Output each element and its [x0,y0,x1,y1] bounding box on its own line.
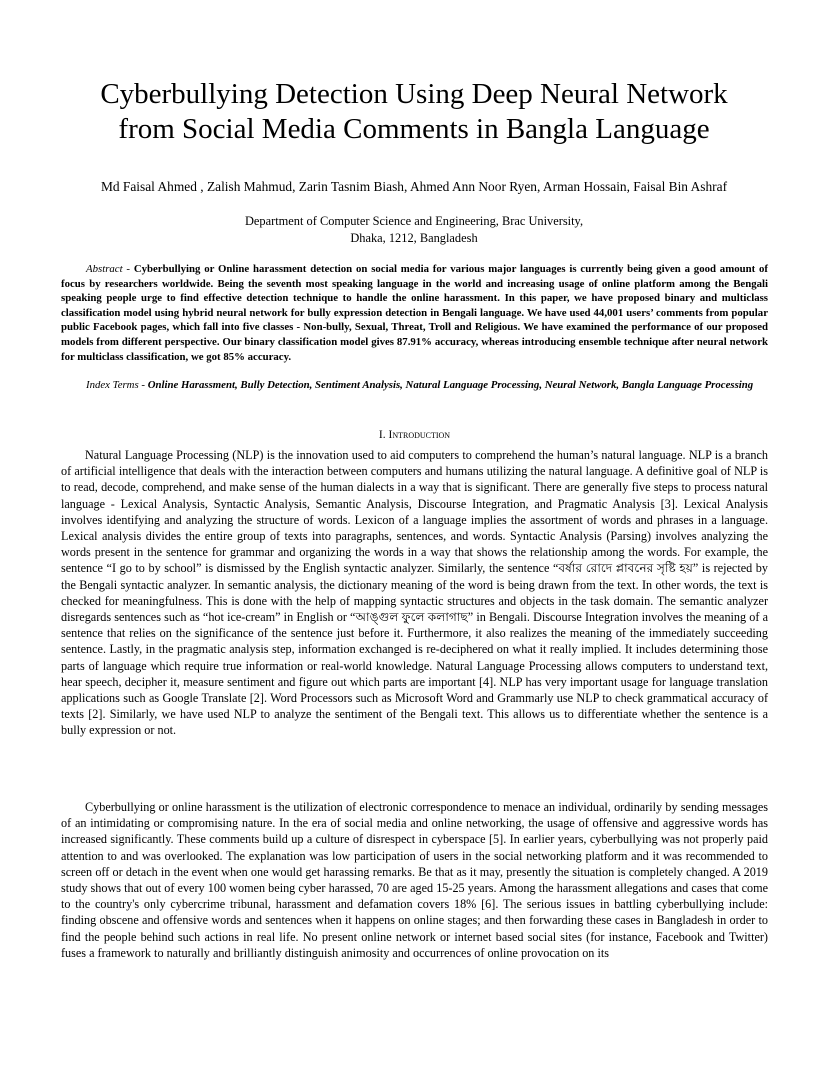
affiliation [80,213,748,246]
abstract-label: Abstract - [86,263,130,275]
section-title: Introduction [388,429,451,441]
abstract [61,262,768,364]
affiliation-line-2: Dhaka, 1212, Bangladesh [350,230,478,245]
section-number: I. [378,429,386,441]
index-terms-text: Online Harassment, Bully Detection, Sentiment Analysis, Natural Language Processing, Neural Network, Bangla Language Processing [147,379,754,391]
index-terms-label: Index Terms - [86,379,145,391]
abstract-text: Cyberbullying or Online harassment detection on social media for various major languages is currently being given a good amount of focus by researchers worldwide. Being the seventh most speaking language in the world and increasing usage of online platform among the Bengali speaking people urge to find effective detection technique to handle the online harassment. In this paper, we have proposed binary and multiclass classification model using hybrid neural network for bully expression detection in Bengali language. We have used 44,001 users’ comments from popular public Facebook pages, which fall into five classes - Non-bully, Sexual, Threat, Troll and Religious. We have examined the performance of our proposed models from different perspective. Our binary classification model gives 87.91% accuracy, whereas introducing ensemble technique after neural network for multiclass classification, we got 85% accuracy. [61,263,769,363]
affiliation-line-1: Department of Computer Science and Engineering, Brac University, [244,214,584,228]
intro-paragraph-1: Natural Language Processing (NLP) is the innovation used to aid computers to comprehend the human’s natural language. NLP is a branch of artificial intelligence that deals with the interaction between computers and humans utilizing the natural language. A definitive goal of NLP is to read, decode, comprehend, and make sense of the human dialects in a way that is significant. There are generally five steps to process natural language - Lexical Analysis, Syntactic Analysis, Semantic Analysis, Discourse Integration, and Pragmatic Analysis [3]. Lexical Analysis involves identifying and analyzing the structure of words. Lexicon of a language implies the assortment of words and phrases in a language. Lexical analysis divides the entire group of texts into paragraphs, sentences, and words. Syntactic Analysis (Parsing) involves analyzing the words present in the sentence for grammar and organizing the words in a way that shows the relationship among the words. For example, the sentence “I go to by school” is dismissed by the English syntactic analyzer. Similarly, the sentence “বর্ষার রোদে প্লাবনের সৃষ্টি হয়” is rejected by the Bengali syntactic analyzer. In semantic analysis, the dictionary meaning of the word is being drawn from the text. In other words, the text is checked for meaningfulness. This is done with the help of mapping syntactic structures and objects in the task domain. The semantic analyzer disregards sentences such as “hot ice-cream” in English or “আঙ্গুল ফুলে কলাগাছ” in Bengali. Discourse Integration involves the meaning of a sentence that relies on the significance of the sentence just before it. Furthermore, it also realizes the meaning of the immediately succeeding sentence. Lastly, in the pragmatic analysis step, information exchanged is re-deciphered on what it really implied. It includes determining those parts of language which require true information or real-world knowledge. Natural Language Processing allows computers to understand text, hear speech, decipher it, measure sentiment and figure out which parts are important [4]. NLP has very important usage for language translation applications such as Google Translate [2]. Word Processors such as Microsoft Word and Grammarly use NLP to check grammatical accuracy of texts [2]. Similarly, we have used NLP to analyze the sentiment of the Bengali text. This allows us to differentiate whether the sentence is a bully expression or not. [61,448,768,738]
title-line-1: Cyberbullying Detection Using Deep Neural Network [100,78,728,110]
title-line-2: from Social Media Comments in Bangla Language [118,113,710,145]
index-terms [61,378,768,393]
author-list: Md Faisal Ahmed , Zalish Mahmud, Zarin Tasnim Biash, Ahmed Ann Noor Ryen, Arman Hossain, Faisal Bin Ashraf [100,179,728,194]
intro-paragraph-2: Cyberbullying or online harassment is the utilization of electronic correspondence to menace an individual, ordinarily by sending messages of an intimidating or compromising nature. In the era of social media and online networking, the usage of offensive and aggressive words has increased significantly. These comments build up a culture of disrespect in cyberspace [5]. In earlier years, cyberbullying was not properly paid attention to and was overlooked. The explanation was low participation of users in the social networking platform and it was recommended to screen off or detach in the event when one would get harassing remarks. Be that as it may, presently the situation is completely changed. A 2019 study shows that out of every 100 women being cyber harassed, 70 are aged 15-25 years. Among the harassment allegations and cases that come to the country's only cybercrime tribunal, harassment and defamation covers 18% [6]. The serious issues in battling cyberbullying include: finding obscene and offensive words and sentences when it happens on online stages; and then forwarding these cases in Bangladesh in order to find the people behind such actions in real life. No present online network or internet based social sites (for instance, Facebook and Twitter) fuses a framework to naturally and brilliantly distinguish animosity and occurrences of online provocation on its [61,800,768,960]
paper-title [60,77,768,147]
section-heading [61,428,768,442]
